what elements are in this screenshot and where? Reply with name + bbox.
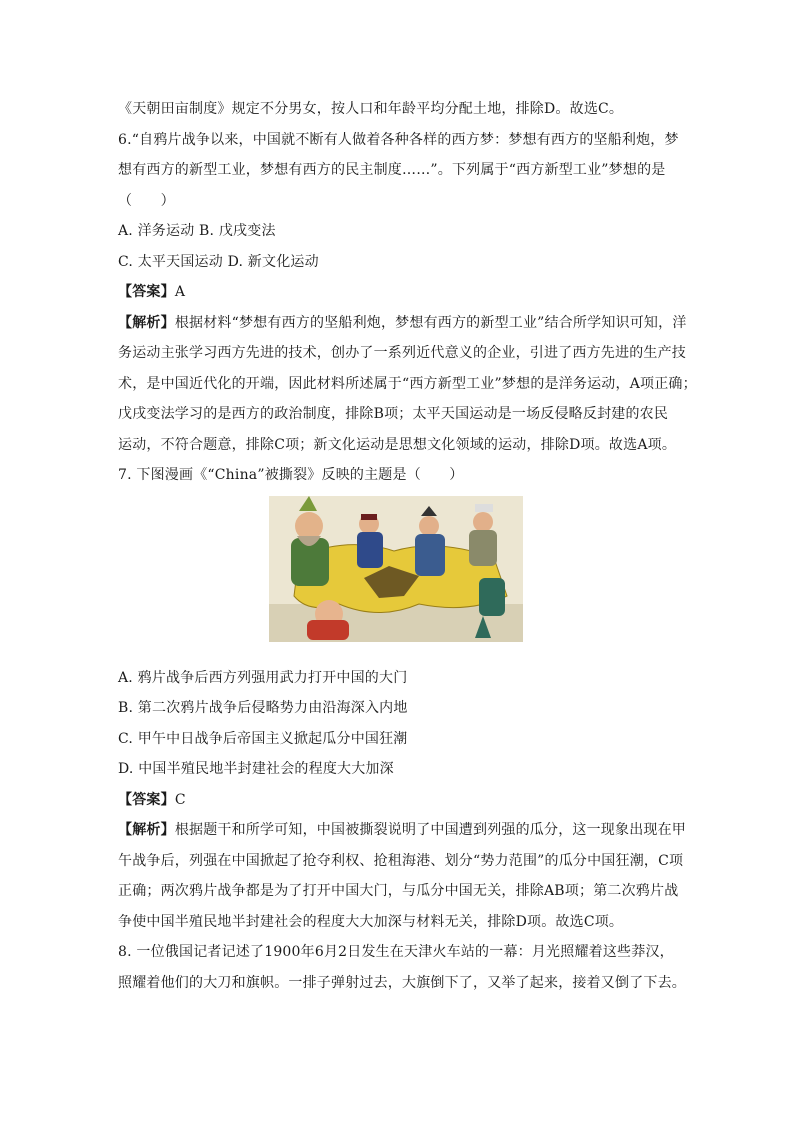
- analysis-text: 根据材料“梦想有西方的坚船利炮，梦想有西方的新型工业”结合所学知识可知，洋: [174, 314, 687, 331]
- question-7-option-b: B. 第二次鸦片战争后侵略势力由沿海深入内地: [118, 700, 408, 716]
- question-6-options-cd: C. 太平天国运动 D. 新文化运动: [118, 253, 319, 270]
- figure-container: [118, 496, 688, 656]
- question-8-stem: 8. 一位俄国记者记述了1900年6月2日发生在天津火车站的一幕：月光照耀着这些莽汉，: [118, 944, 674, 960]
- analysis-line: 术，是中国近代化的开端，因此材料所述属于“西方新型工业”梦想的是洋务运动，A项正确；: [118, 375, 697, 392]
- question-6-stem-cont: 想有西方的新型工业，梦想有西方的民主制度……”。下列属于“西方新型工业”梦想的是: [118, 162, 666, 178]
- question-6-options-ab: A. 洋务运动 B. 戊戌变法: [118, 223, 276, 239]
- question-6-analysis: [118, 313, 688, 333]
- analysis-tag: 【解析】: [118, 822, 175, 838]
- analysis-line: 正确；两次鸦片战争都是为了打开中国大门，与瓜分中国无关，排除AB项；第二次鸦片战: [118, 883, 679, 899]
- answer-value: A: [174, 284, 186, 300]
- question-8-stem-cont: 照耀着他们的大刀和旗帜。一排子弹射过去，大旗倒下了，又举了起来，接着又倒了下去。: [118, 974, 686, 991]
- question-7-option-d: D. 中国半殖民地半封建社会的程度大大加深: [118, 761, 394, 777]
- document-content: [118, 99, 697, 1003]
- question-7-option-c: C. 甲午中日战争后帝国主义掀起瓜分中国狂潮: [118, 730, 408, 747]
- question-7-option-a: A. 鸦片战争后西方列强用武力打开中国的大门: [118, 669, 408, 686]
- question-7-stem: 7. 下图漫画《“China”被撕裂》反映的主题是（ ）: [118, 467, 464, 483]
- answer-value: C: [174, 791, 186, 808]
- question-7-analysis: [118, 820, 688, 840]
- text-line: 《天朝田亩制度》规定不分男女，按人口和年龄平均分配土地，排除D。故选C。: [118, 101, 624, 117]
- analysis-line: 午战争后，列强在中国掀起了抢夺利权、抢租海港、划分“势力范围”的瓜分中国狂潮，C项: [118, 852, 684, 869]
- analysis-line: 争使中国半殖民地半封建社会的程度大大加深与材料无关，排除D项。故选C项。: [118, 913, 624, 930]
- answer-tag: 【答案】: [118, 791, 175, 808]
- question-6-answer: [118, 282, 688, 302]
- analysis-line: 务运动主张学习西方先进的技术，创办了一系列近代意义的企业，引进了西方先进的生产技: [118, 345, 686, 361]
- question-7-answer: [118, 790, 688, 810]
- analysis-line: 运动，不符合题意，排除C项；新文化运动是思想文化领域的运动，排除D项。故选A项。: [118, 436, 677, 453]
- answer-tag: 【答案】: [118, 284, 175, 300]
- question-6-stem: 6.“自鸦片战争以来，中国就不断有人做着各种各样的西方梦：梦想有西方的坚船利炮，梦: [118, 131, 679, 148]
- question-6-blank: （ ）: [118, 192, 175, 209]
- cartoon-image: [269, 496, 523, 642]
- analysis-text: 根据题干和所学可知，中国被撕裂说明了中国遭到列强的瓜分，这一现象出现在甲: [174, 822, 687, 838]
- analysis-line: 戊戌变法学习的是西方的政治制度，排除B项；太平天国运动是一场反侵略反封建的农民: [118, 406, 669, 422]
- analysis-tag: 【解析】: [118, 314, 175, 331]
